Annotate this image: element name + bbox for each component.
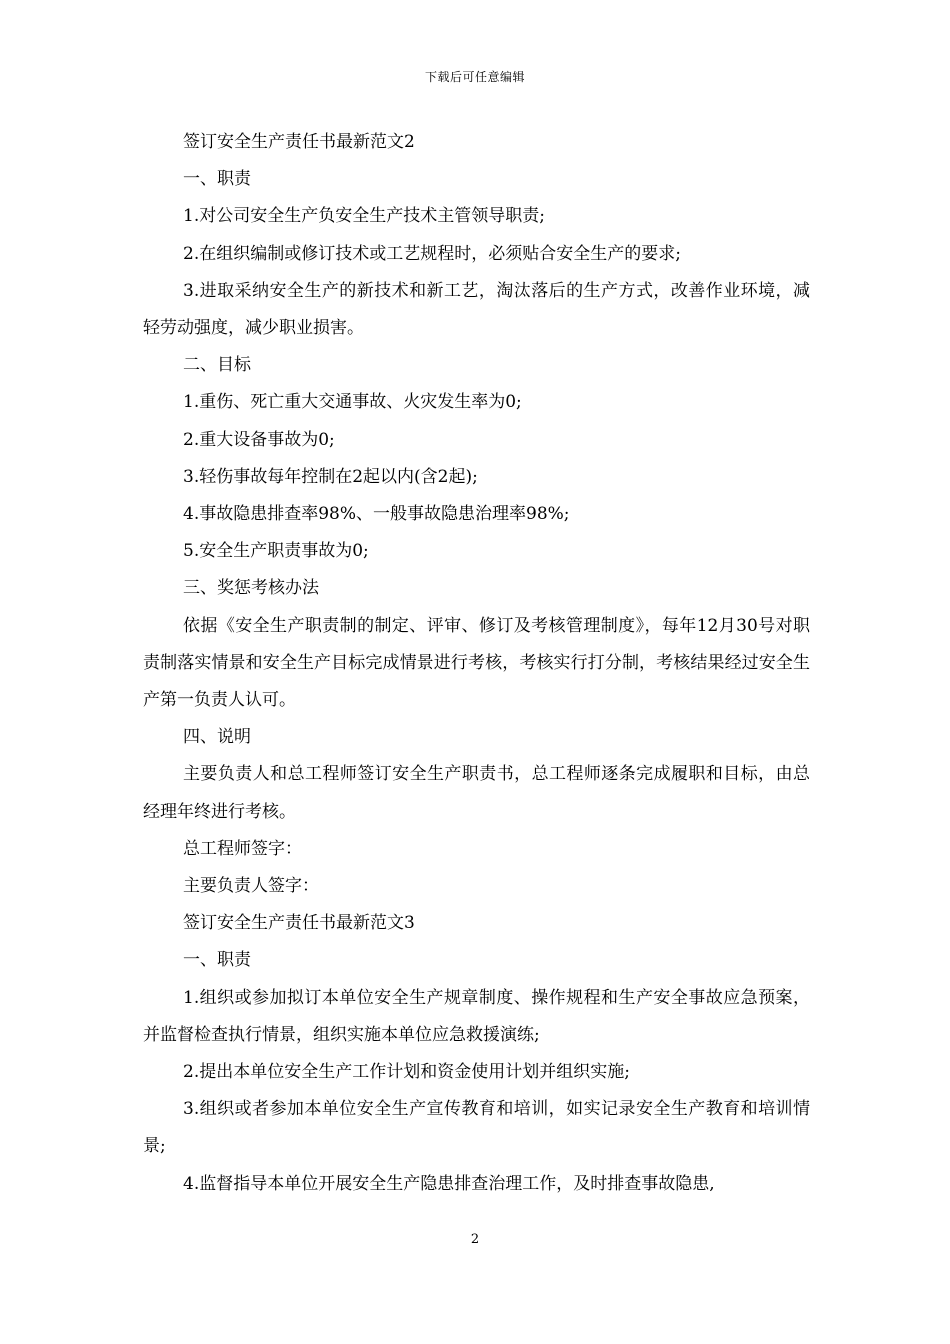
paragraph: 1.对公司安全生产负安全生产技术主管领导职责; (183, 206, 545, 227)
paragraph: 2.在组织编制或修订技术或工艺规程时，必须贴合安全生产的要求; (183, 243, 681, 264)
heading-notes: 四、说明 (183, 727, 251, 748)
paragraph: 2.重大设备事故为0; (183, 429, 335, 450)
heading-assessment: 三、奖惩考核办法 (183, 578, 319, 599)
signature-line-chief-engineer: 总工程师签字： (183, 838, 302, 859)
heading-duties: 一、职责 (183, 950, 251, 971)
paragraph: 4.监督指导本单位开展安全生产隐患排查治理工作，及时排查事故隐患, (183, 1173, 715, 1194)
section-title: 签订安全生产责任书最新范文2 (183, 132, 415, 152)
paragraph: 3.组织或者参加本单位安全生产宣传教育和培训，如实记录安全生产教育和培训情景; (143, 1099, 810, 1157)
document-body (143, 124, 810, 1203)
paragraph: 1.重伤、死亡重大交通事故、火灾发生率为0; (183, 392, 522, 413)
heading-duties: 一、职责 (183, 169, 251, 190)
header-note: 下载后可任意编辑 (424, 70, 525, 84)
paragraph: 3.进取采纳安全生产的新技术和新工艺，淘汰落后的生产方式，改善作业环境，减轻劳动强度，减少职业损害。 (143, 280, 810, 339)
signature-line-principal: 主要负责人签字： (183, 876, 319, 897)
page-number: 2 (470, 1232, 480, 1247)
paragraph: 3.轻伤事故每年控制在2起以内(含2起); (183, 466, 478, 487)
paragraph: 主要负责人和总工程师签订安全生产职责书，总工程师逐条完成履职和目标，由总经理年终进行考核。 (143, 764, 810, 822)
paragraph: 2.提出本单位安全生产工作计划和资金使用计划并组织实施; (183, 1062, 630, 1083)
paragraph: 依据《安全生产职责制的制定、评审、修订及考核管理制度》，每年12月30号对职责制落实情景和安全生产目标完成情景进行考核，考核实行打分制，考核结果经过安全生产第一负责人认可。 (143, 615, 810, 711)
paragraph: 1.组织或参加拟订本单位安全生产规章制度、操作规程和生产安全事故应急预案，并监督检查执行情景，组织实施本单位应急救援演练; (143, 987, 810, 1045)
heading-goals: 二、目标 (183, 355, 251, 376)
paragraph: 5.安全生产职责事故为0; (183, 541, 369, 562)
section-title: 签订安全生产责任书最新范文3 (183, 913, 415, 934)
paragraph: 4.事故隐患排查率98%、一般事故隐患治理率98%; (183, 504, 570, 525)
